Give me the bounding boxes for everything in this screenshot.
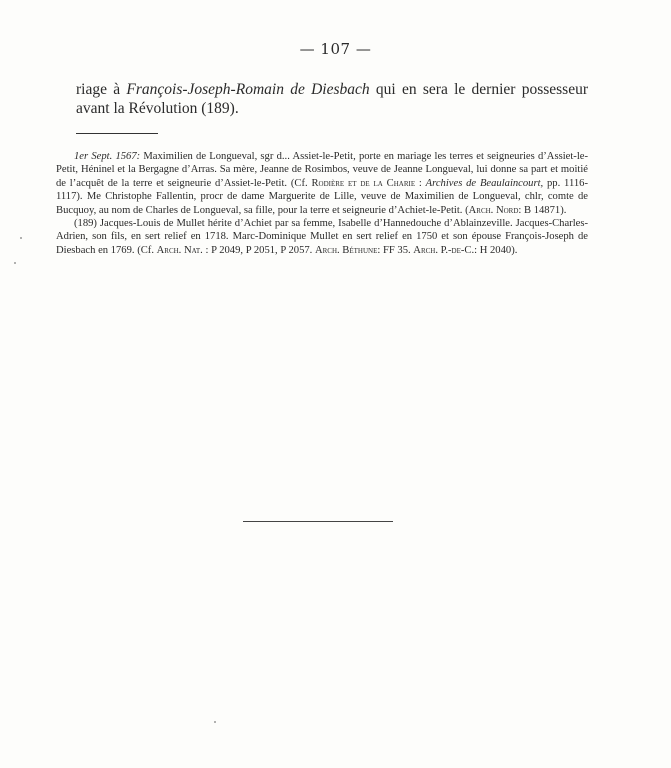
footnote-189-text-c: : FF 35. bbox=[377, 244, 414, 256]
scan-speck bbox=[214, 721, 216, 723]
footnote-1-text-c: pp. 1116-1117). Me Christophe Fallentin, procr de dame Marguerite de Lille, veuve de Maximilien de Longueval, chlr, comte de Bucquoy, au nom de Charles de Longueval, sa fille, pour la terre et seigneurie d’Achiet-le-Petit. ( bbox=[56, 177, 588, 216]
footnote-189-text-b: : P 2049, P 2051, P 2057. bbox=[202, 244, 315, 256]
footnote-1-source-b: Arch. Nord bbox=[468, 204, 519, 216]
footnote-1-title: Archives de Beaulaincourt, bbox=[425, 177, 544, 189]
scan-speck bbox=[20, 237, 22, 239]
footnote-1-text-b: : bbox=[415, 177, 426, 189]
body-text-start: riage à bbox=[76, 81, 127, 98]
footnote-189-source-c: Arch. P.-de-C. bbox=[413, 244, 475, 256]
footnote-189-source-b: Arch. Béthune bbox=[314, 244, 378, 256]
footnote-separator bbox=[76, 133, 158, 134]
body-text-end: qui en sera le dernier possesseur avant la Révolution (189). bbox=[76, 81, 588, 117]
body-text-name: François-Joseph-Romain de Diesbach bbox=[126, 81, 370, 98]
page-number: — 107 — bbox=[299, 40, 372, 58]
scan-speck bbox=[14, 262, 16, 264]
footnote-1-text-a: Maximilien de Longueval, sgr d... Assiet-le-Petit, porte en mariage les terres et seigneuries d’Assiet-le-Petit, Héninel et la Bergagne d’Arras. Sa mère, Jeanne de Rosimbos, veuve de Jeanne Longueval, lui donne sa part et moitié de l’acquêt de la terre et seigneurie d’Assiet-le-Petit. (Cf. bbox=[56, 151, 588, 189]
footnote-189-text: (189) Jacques-Louis de Mullet hérite d’Achiet par sa femme, Isabelle d’Hannedouche d’Ablainzeville. Jacques-Charles-Adrien, son fils, en sert relief en 1718. Marc-Dominique Mullet en sert relief en 1750 et son épouse François-Joseph de Diesbach en 1769. (Cf. bbox=[56, 218, 588, 256]
footnote-189-text-d: : H 2040). bbox=[474, 244, 518, 256]
end-rule bbox=[243, 521, 393, 522]
footnote-1-source-a: Rodière et de la Charie bbox=[311, 177, 416, 189]
footnote-189-source-a: Arch. Nat. bbox=[156, 244, 203, 256]
footnote-189 bbox=[56, 217, 588, 257]
body-paragraph bbox=[76, 80, 588, 118]
footnotes bbox=[56, 150, 588, 257]
footnote-1-date: 1er Sept. 1567: bbox=[74, 151, 141, 162]
footnote-1 bbox=[56, 150, 588, 217]
footnote-1-text-d: : B 14871). bbox=[518, 204, 567, 216]
